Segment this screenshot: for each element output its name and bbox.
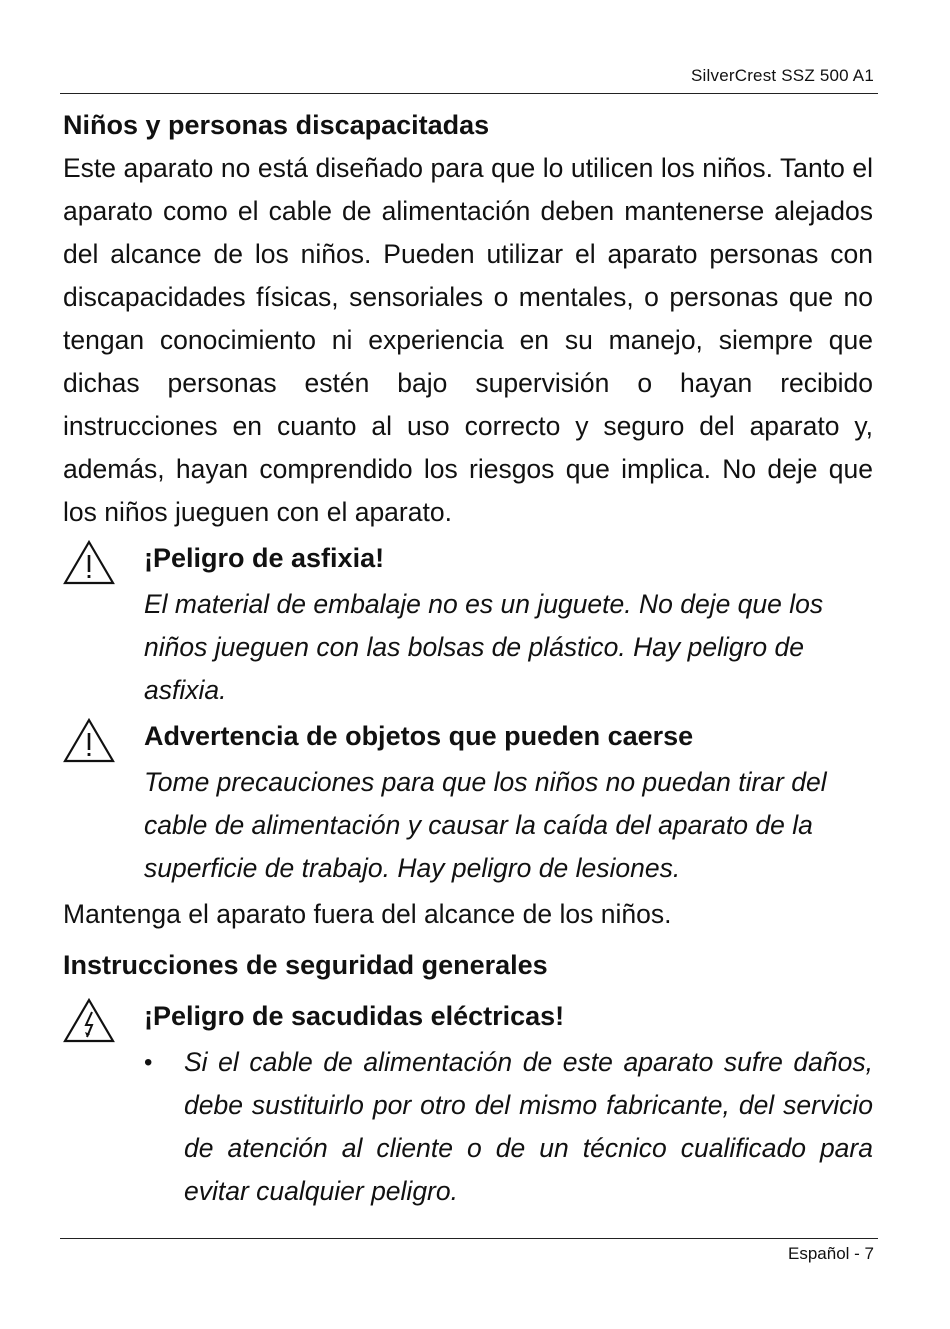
warning-triangle-icon (63, 539, 115, 585)
page-content (63, 104, 873, 1213)
warning-electric-shock-title: ¡Peligro de sacudidas eléctricas! (144, 1001, 565, 1031)
list-item (144, 1041, 873, 1213)
page-footer-number: Español - 7 (788, 1244, 874, 1263)
warning-falling-objects-title: Advertencia de objetos que pueden caerse (144, 721, 694, 751)
warning-triangle-icon (63, 717, 115, 763)
section-heading-children: Niños y personas discapacitadas (63, 110, 490, 140)
bullet-text: Si el cable de alimentación de este aparato sufre daños, debe sustituirlo por otro del mismo fabricante, del servicio de atención al cliente o de un técnico cualificado para evitar cualquier peligro. (184, 1047, 873, 1206)
warning-suffocation-text: El material de embalaje no es un juguete. No deje que los niños jueguen con las bolsas de plástico. Hay peligro de asfixia. (144, 589, 824, 705)
header-rule (60, 93, 878, 94)
section-heading-general-safety: Instrucciones de seguridad generales (63, 950, 548, 980)
bullet-icon: • (144, 1049, 153, 1076)
warning-electric-shock (63, 995, 873, 1213)
footer-rule (60, 1238, 878, 1239)
warning-falling-objects-text: Tome precauciones para que los niños no puedan tirar del cable de alimentación y causar la caída del aparato de la superficie de trabajo. Hay peligro de lesiones. (144, 767, 827, 883)
keep-away-note: Mantenga el aparato fuera del alcance de los niños. (63, 899, 672, 929)
children-paragraph: Este aparato no está diseñado para que lo utilicen los niños. Tanto el aparato como el cable de alimentación deben mantenerse alejados del alcance de los niños. Pueden utilizar el aparato personas con discapacidades físicas, sensoriales o mentales, o personas que no tengan conocimiento ni experiencia en su manejo, siempre que dichas personas estén bajo supervisión o hayan recibido instrucciones en cuanto al uso correcto y seguro del aparato y, además, hayan comprendido los riesgos que implica. No deje que los niños jueguen con el aparato. (63, 153, 873, 527)
warning-suffocation-title: ¡Peligro de asfixia! (144, 543, 385, 573)
electric-hazard-icon (63, 997, 115, 1043)
warning-falling-objects (63, 715, 873, 890)
page-header-product: SilverCrest SSZ 500 A1 (691, 66, 874, 85)
warning-suffocation (63, 537, 873, 712)
